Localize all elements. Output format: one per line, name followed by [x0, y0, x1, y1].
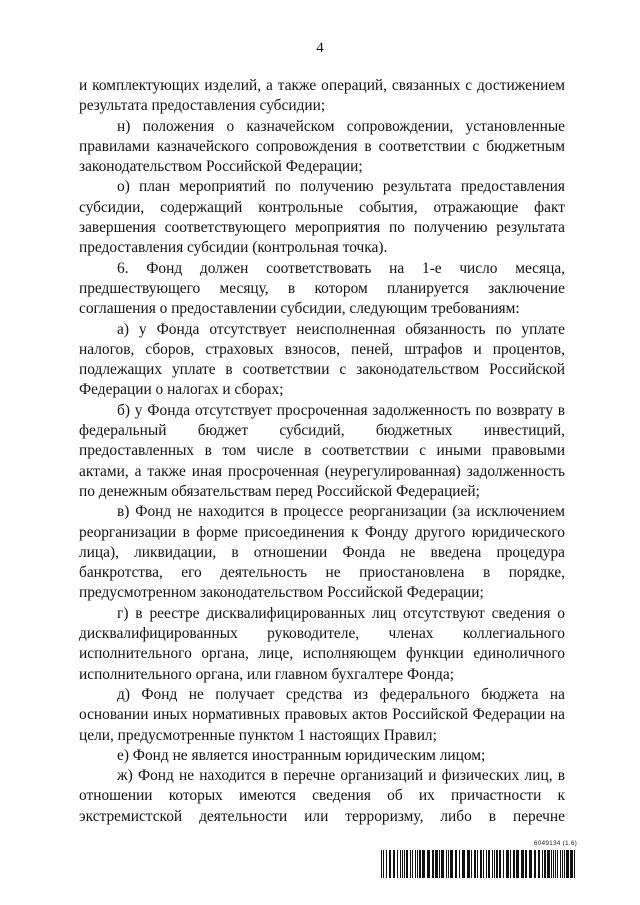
- paragraph-item-v: в) Фонд не находится в процессе реорганизации (за исключением реорганизации в форме присоединения к Фонду другого юридического лица), ликвидации, в отношении Фонда не введена процедура банкротства, его деятельность не приостановлена в порядке, предусмотренном законодательством Российской Федерации;: [79, 503, 565, 602]
- barcode-graphic: [381, 850, 577, 878]
- barcode-bar: [439, 850, 440, 878]
- barcode-bar: [410, 850, 411, 878]
- barcode-bar: [488, 850, 490, 878]
- barcode-bar: [412, 850, 413, 878]
- paragraph-item-b: б) у Фонда отсутствует просроченная задолженность по возврату в федеральный бюджет субсидий, бюджетных инвестиций, предоставленных в том числе в соответствии с иными правовыми актами, а также иная просроченная (неурегулированная) задолженность по денежным обязательствам перед Российской Федерацией;: [79, 401, 565, 500]
- barcode-bar: [381, 850, 382, 878]
- paragraph-clause-6: 6. Фонд должен соответствовать на 1-е число месяца, предшествующего месяцу, в котором планируется заключение соглашения о предоставлении субсидии, следующим требованиям:: [79, 259, 565, 318]
- barcode-bar: [570, 850, 573, 878]
- barcode-bar: [534, 850, 536, 878]
- barcode-bar: [480, 850, 482, 878]
- barcode-bar: [503, 850, 504, 878]
- barcode-bar: [427, 850, 430, 878]
- barcode-bar: [560, 850, 561, 878]
- barcode-bar: [553, 850, 554, 878]
- barcode-bar: [521, 850, 524, 878]
- barcode-bar: [510, 850, 511, 878]
- barcode-bar: [525, 850, 527, 878]
- paragraph-item-zh: ж) Фонд не находится в перечне организаций и физических лиц, в отношении которых имеются сведения об их причастности к экстремистской деятельности или терроризму, либо в перечне: [79, 767, 565, 825]
- barcode-bar: [513, 850, 515, 878]
- barcode-bar: [486, 850, 487, 878]
- barcode-bar: [450, 850, 453, 878]
- barcode-bar: [417, 850, 418, 878]
- barcode-bar: [566, 850, 569, 878]
- barcode-bar: [474, 850, 476, 878]
- barcode-bar: [459, 850, 460, 878]
- document-barcode: [381, 840, 577, 880]
- barcode-bar: [415, 850, 416, 878]
- paragraph-item-n: н) положения о казначейском сопровождении, установленные правилами казначейского сопровождения в соответствии с бюджетным законодательством Российской Федерации;: [79, 117, 565, 176]
- barcode-bar: [422, 850, 425, 878]
- barcode-bar: [562, 850, 563, 878]
- barcode-bar: [435, 850, 438, 878]
- barcode-bar: [516, 850, 519, 878]
- page-number: 4: [316, 40, 324, 56]
- paragraph-item-e: е) Фонд не является иностранным юридическим лицом;: [117, 746, 486, 764]
- barcode-bar: [496, 850, 498, 878]
- barcode-label: 6049134 (1.6): [533, 840, 577, 847]
- barcode-bar: [419, 850, 421, 878]
- document-body: [79, 76, 565, 827]
- barcode-bar: [544, 850, 546, 878]
- barcode-bar: [547, 850, 550, 878]
- barcode-bar: [448, 850, 449, 878]
- barcode-bar: [538, 850, 540, 878]
- barcode-bar: [446, 850, 447, 878]
- barcode-bar: [506, 850, 509, 878]
- barcode-bar: [471, 850, 472, 878]
- barcode-bar: [402, 850, 403, 878]
- barcode-bar: [455, 850, 457, 878]
- barcode-bar: [483, 850, 484, 878]
- paragraph-item-o: о) план мероприятий по получению результата предоставления субсидии, содержащий контрольные события, отражающие факт завершения соответствующего мероприятия по получению результата предоставления субсидии (контрольная точка).: [79, 178, 565, 257]
- barcode-bar: [393, 850, 395, 878]
- barcode-bar: [574, 850, 575, 878]
- barcode-bar: [564, 850, 565, 878]
- barcode-bar: [557, 850, 558, 878]
- paragraph-item-d: д) Фонд не получает средства из федерального бюджета на основании иных нормативных правовых актов Российской Федерации на цели, предусмотренные пунктом 1 настоящих Правил;: [79, 685, 565, 744]
- paragraph-item-a: а) у Фонда отсутствует неисполненная обязанность по уплате налогов, сборов, страховых взносов, пеней, штрафов и процентов, подлежащих уплате в соответствии с законодательством Российской Федерации о налогах и сборах;: [79, 320, 565, 399]
- barcode-bar: [432, 850, 434, 878]
- barcode-bar: [389, 850, 391, 878]
- barcode-bar: [551, 850, 552, 878]
- barcode-bar: [404, 850, 405, 878]
- paragraph-continuation: и комплектующих изделий, а также операций, связанных с достижением результата предоставления субсидии;: [79, 77, 565, 115]
- barcode-bar: [400, 850, 401, 878]
- paragraph-item-g: г) в реестре дисквалифицированных лиц отсутствуют сведения о дисквалифицированных руководителе, членах коллегиального исполнительного органа, лице, исполняющем функции единоличного исполнительного органа, или главном бухгалтере Фонда;: [79, 604, 565, 683]
- barcode-bar: [542, 850, 543, 878]
- barcode-bar: [492, 850, 493, 878]
- barcode-bar: [499, 850, 501, 878]
- barcode-bar: [386, 850, 387, 878]
- barcode-bar: [397, 850, 398, 878]
- barcode-bar: [494, 850, 495, 878]
- barcode-bar: [406, 850, 408, 878]
- barcode-bar: [477, 850, 478, 878]
- barcode-bar: [441, 850, 444, 878]
- barcode-bar: [462, 850, 465, 878]
- barcode-bar: [529, 850, 532, 878]
- barcode-bar: [467, 850, 470, 878]
- barcode-bar: [383, 850, 384, 878]
- barcode-bar: [555, 850, 556, 878]
